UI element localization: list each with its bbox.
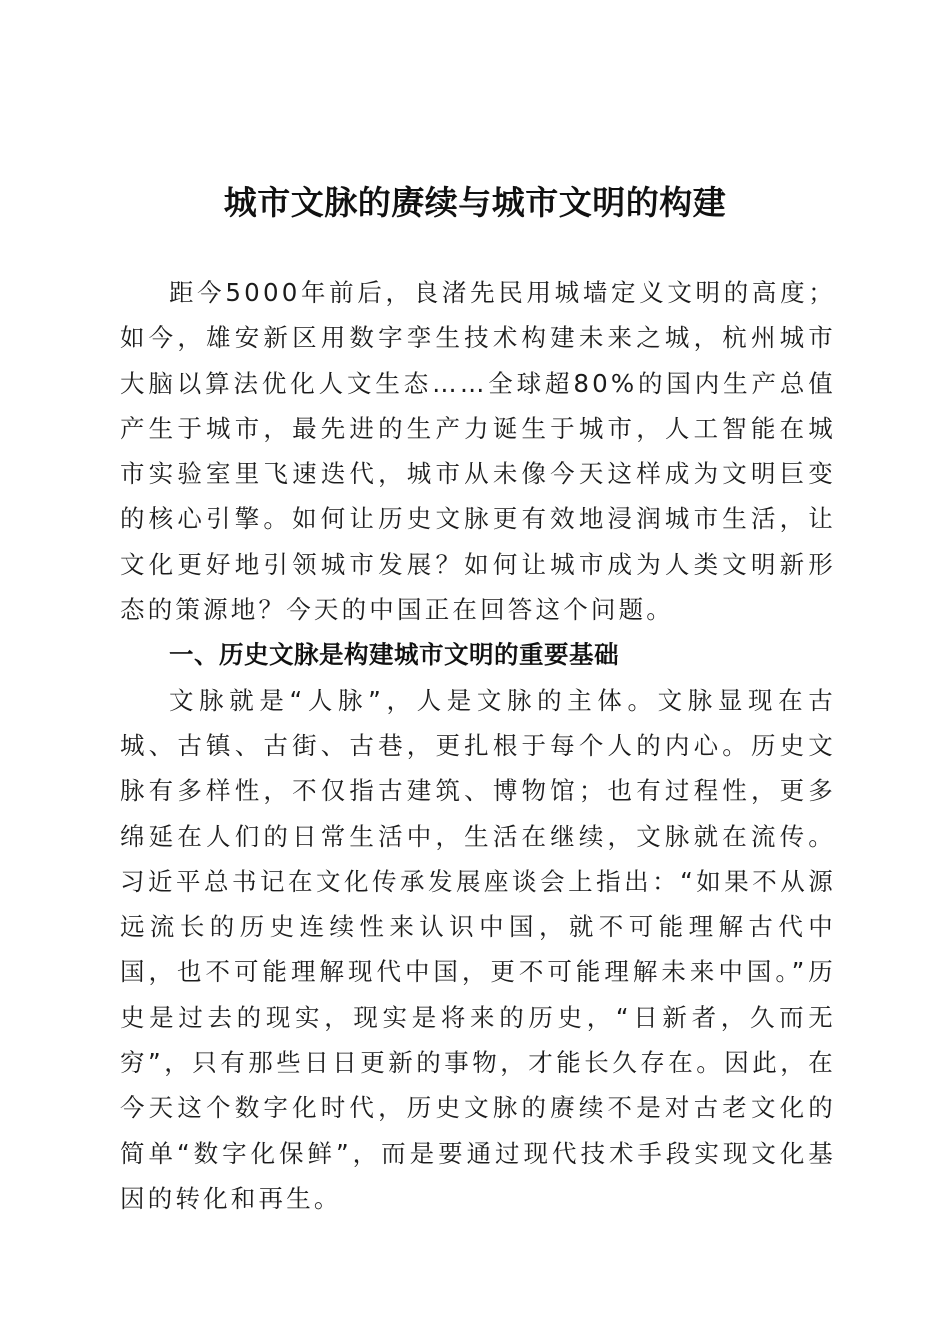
document-body xyxy=(120,270,836,1221)
section-heading: 一、历史文脉是构建城市文明的重要基础 xyxy=(169,640,619,670)
section-paragraph: 文脉就是“人脉”，人是文脉的主体。文脉显现在古城、古镇、古街、古巷，更扎根于每个人的内心。历史文脉有多样性，不仅指古建筑、博物馆；也有过程性，更多绵延在人们的日常生活中，生活在继续，文脉就在流传。习近平总书记在文化传承发展座谈会上指出：“如果不从源远流长的历史连续性来认识中国，就不可能理解古代中国，也不可能理解现代中国，更不可能理解未来中国。”历史是过去的现实，现实是将来的历史，“日新者，久而无穷”，只有那些日日更新的事物，才能长久存在。因此，在今天这个数字化时代，历史文脉的赓续不是对古老文化的简单“数字化保鲜”，而是要通过现代技术手段实现文化基因的转化和再生。 xyxy=(120,685,836,1213)
intro-paragraph: 距今5000年前后，良渚先民用城墙定义文明的高度；如今，雄安新区用数字孪生技术构建未来之城，杭州城市大脑以算法优化人文生态……全球超80%的国内生产总值产生于城市，最先进的生产力诞生于城市，人工智能在城市实验室里飞速迭代，城市从未像今天这样成为文明巨变的核心引擎。如何让历史文脉更有效地浸润城市生活，让文化更好地引领城市发展？如何让城市成为人类文明新形态的策源地？今天的中国正在回答这个问题。 xyxy=(120,278,836,625)
document-title: 城市文脉的赓续与城市文明的构建 xyxy=(223,183,727,222)
